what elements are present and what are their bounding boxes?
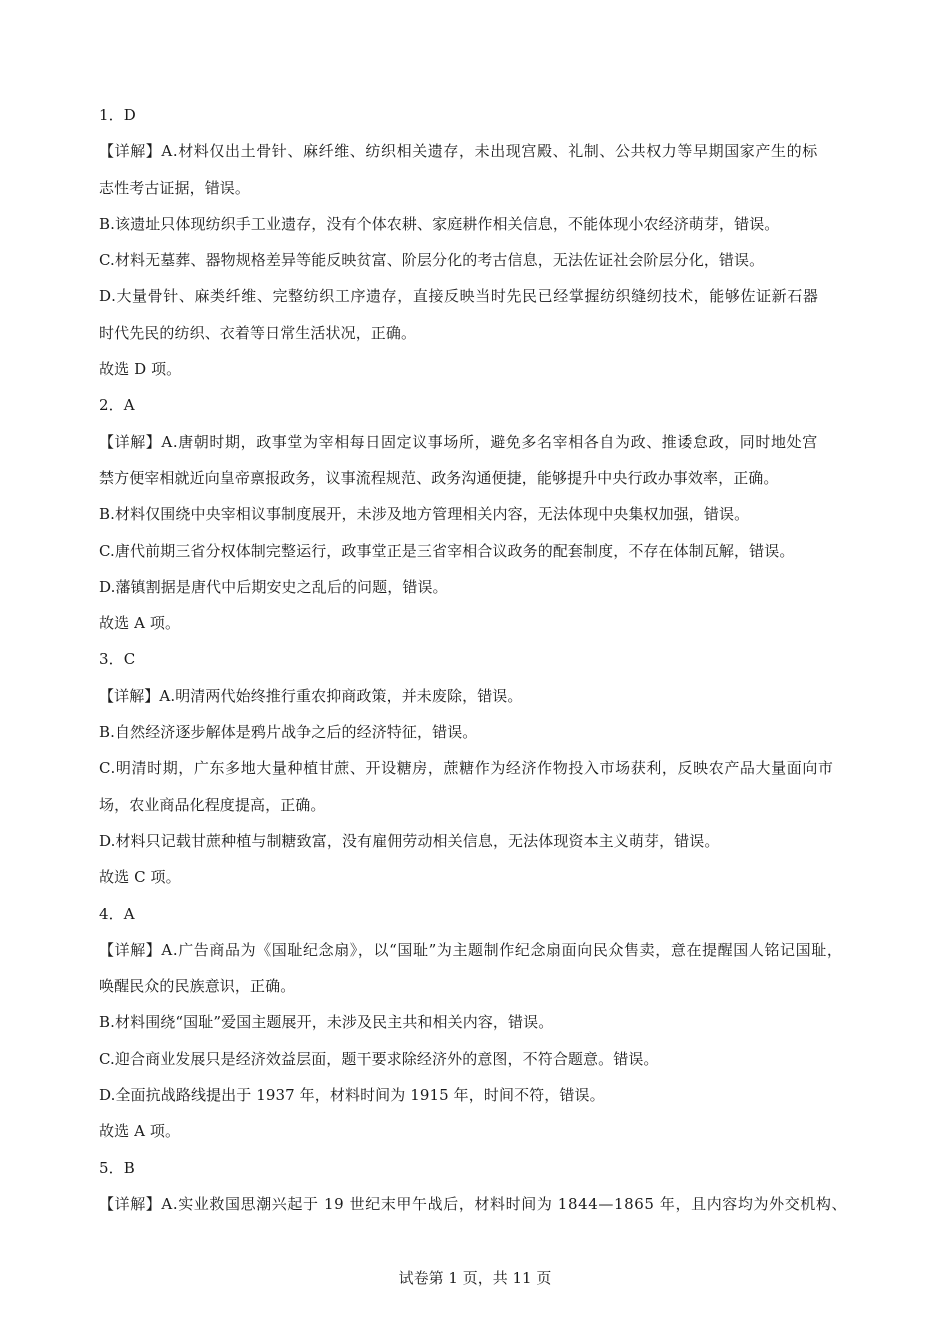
question-2-option-b: B.材料仅围绕中央宰相议事制度展开，未涉及地方管理相关内容，无法体现中央集权加强，错误。 <box>99 505 750 524</box>
question-1-explanation-line: 志性考古证据，错误。 <box>99 178 251 197</box>
question-1-option-b: B.该遗址只体现纺织手工业遗存，没有个体农耕、家庭耕作相关信息，不能体现小农经济萌芽，错误。 <box>99 214 780 233</box>
question-3-option-c-continued: 场，农业商品化程度提高，正确。 <box>99 795 326 814</box>
question-5-header: 5．B <box>99 1158 135 1177</box>
question-2-header: 2．A <box>99 396 135 415</box>
question-1-header: 1．D <box>99 106 136 124</box>
question-2-option-d: D.藩镇割据是唐代中后期安史之乱后的问题，错误。 <box>99 577 448 596</box>
question-1-explanation-line: 【详解】A.材料仅出土骨针、麻纤维、纺织相关遗存，未出现宫殿、礼制、公共权力等早期国家产生的标 <box>99 142 818 161</box>
question-4-conclusion: 故选 A 项。 <box>99 1122 181 1141</box>
page-footer: 试卷第 1 页，共 11 页 <box>398 1269 552 1287</box>
question-3-option-d: D.材料只记载甘蔗种植与制糖致富，没有雇佣劳动相关信息，无法体现资本主义萌芽，错误。 <box>99 831 720 850</box>
question-2-conclusion: 故选 A 项。 <box>99 614 181 633</box>
question-5-explanation-line: 【详解】A.实业救国思潮兴起于 19 世纪末甲午战后，材料时间为 1844—1865 年，且内容均为外交机构、 <box>99 1194 848 1213</box>
question-4-header: 4．A <box>99 904 135 923</box>
question-4-option-c: C.迎合商业发展只是经济效益层面，题干要求除经济外的意图，不符合题意。错误。 <box>99 1049 659 1068</box>
question-1-option-c: C.材料无墓葬、器物规格差异等能反映贫富、阶层分化的考古信息，无法佐证社会阶层分化，错误。 <box>99 251 765 270</box>
question-2-explanation-line: 【详解】A.唐朝时期，政事堂为宰相每日固定议事场所，避免多名宰相各自为政、推诿怠政，同时地处宫 <box>99 432 818 451</box>
question-4-option-d: D.全面抗战路线提出于 1937 年，材料时间为 1915 年，时间不符，错误。 <box>99 1086 605 1105</box>
question-3-explanation-line: 【详解】A.明清两代始终推行重农抑商政策，并未废除，错误。 <box>99 686 523 705</box>
question-3-header: 3．C <box>99 650 136 669</box>
question-4-explanation-line: 唤醒民众的民族意识，正确。 <box>99 977 296 996</box>
question-1-option-d-continued: 时代先民的纺织、衣着等日常生活状况，正确。 <box>99 323 417 342</box>
question-3-option-c: C.明清时期，广东多地大量种植甘蔗、开设糖房，蔗糖作为经济作物投入市场获利，反映农产品大量面向市 <box>99 759 834 778</box>
question-2-explanation-line: 禁方便宰相就近向皇帝禀报政务，议事流程规范、政务沟通便捷，能够提升中央行政办事效率，正确。 <box>99 468 779 487</box>
question-3-conclusion: 故选 C 项。 <box>99 868 181 887</box>
question-2-option-c: C.唐代前期三省分权体制完整运行，政事堂正是三省宰相合议政务的配套制度，不存在体制瓦解，错误。 <box>99 541 795 560</box>
question-3-option-b: B.自然经济逐步解体是鸦片战争之后的经济特征，错误。 <box>99 723 478 742</box>
answer-document <box>99 97 859 1222</box>
question-1-option-d: D.大量骨针、麻类纤维、完整纺织工序遗存，直接反映当时先民已经掌握纺织缝纫技术，能够佐证新石器 <box>99 287 819 306</box>
question-4-option-b: B.材料围绕“国耻”爱国主题展开，未涉及民主共和相关内容，错误。 <box>99 1013 554 1032</box>
question-1-conclusion: 故选 D 项。 <box>99 360 182 379</box>
question-4-explanation-line: 【详解】A.广告商品为《国耻纪念扇》，以“国耻”为主题制作纪念扇面向民众售卖，意在提醒国人铭记国耻， <box>99 940 843 959</box>
